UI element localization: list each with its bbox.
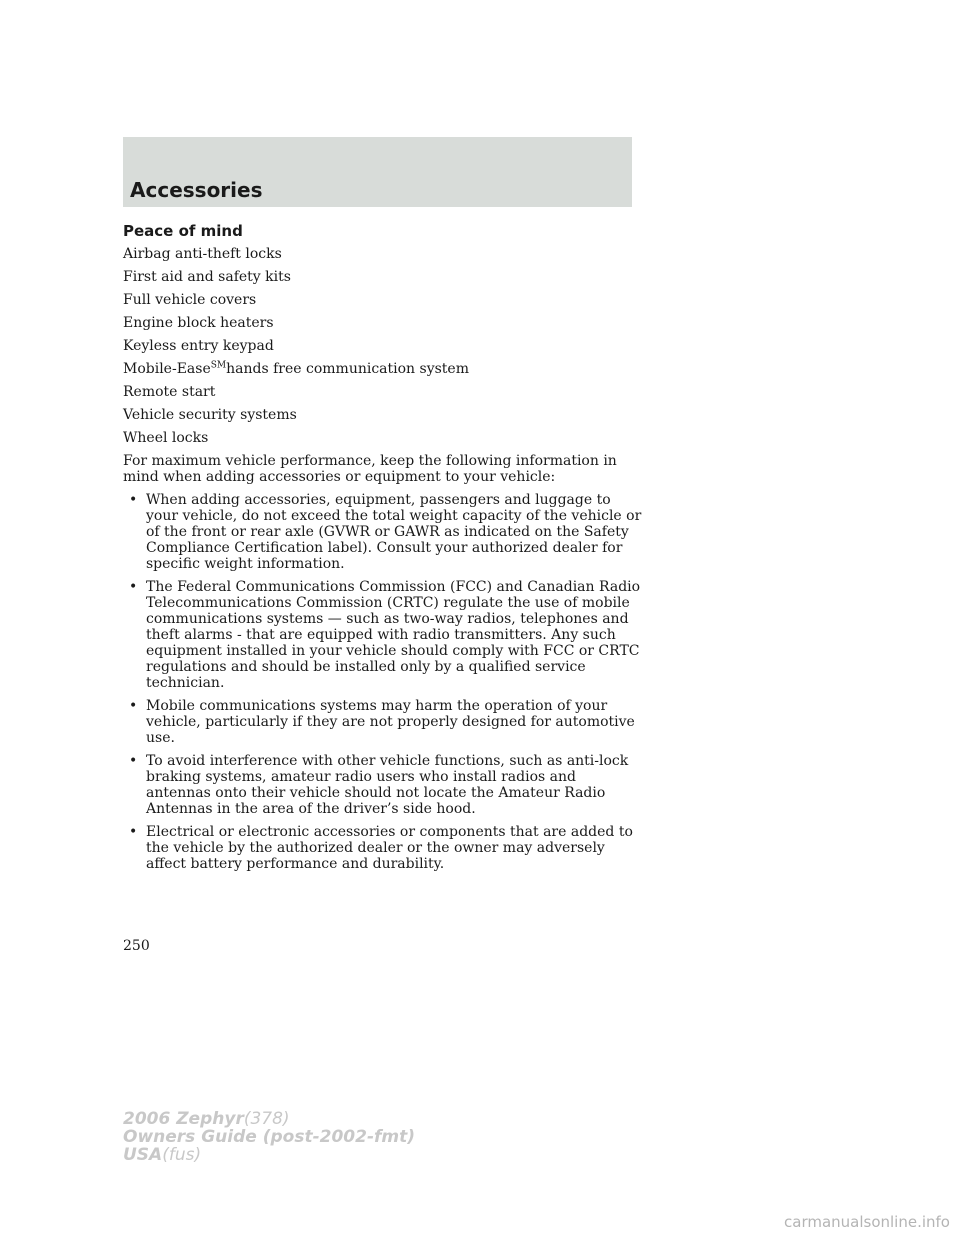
bullet-item bbox=[123, 824, 643, 872]
bullet-text: The Federal Communications Commission (FCC) and Canadian Radio Telecommunications Commission (CRTC) regulate the use of mobile communications systems — such as two-way radios, telephones and theft alarms - that are equipped with radio transmitters. Any such equipment installed in your vehicle should comply with FCC or CRTC regulations and should be installed only by a qualified service technician. bbox=[146, 579, 641, 691]
bullet-icon: • bbox=[129, 698, 138, 714]
bullet-item bbox=[123, 492, 643, 572]
list-item: Remote start bbox=[123, 384, 216, 400]
list-item: First aid and safety kits bbox=[123, 269, 291, 285]
list-item: Keyless entry keypad bbox=[123, 338, 274, 354]
service-mark: SM bbox=[210, 360, 227, 371]
list-item: Vehicle security systems bbox=[123, 407, 297, 423]
bullet-text: Mobile communications systems may harm the operation of your vehicle, particularly if they are not properly designed for automotive use. bbox=[146, 698, 635, 746]
section-title: Accessories bbox=[130, 178, 263, 202]
bullet-icon: • bbox=[129, 579, 138, 595]
footer-model: 2006 Zephyr bbox=[123, 1109, 244, 1129]
subheading: Peace of mind bbox=[123, 222, 243, 240]
bullet-text: When adding accessories, equipment, passengers and luggage to your vehicle, do not exceed the total weight capacity of the vehicle or of the front or rear axle (GVWR or GAWR as indicated on the Safety Compliance Certification label). Consult your authorized dealer for specific weight information. bbox=[146, 492, 642, 572]
list-item: Airbag anti-theft locks bbox=[123, 246, 282, 262]
bullet-text: To avoid interference with other vehicle functions, such as anti-lock braking systems, amateur radio users who install radios and antennas onto their vehicle should not locate the Amateur Radio Antennas in the area of the driver’s side hood. bbox=[146, 753, 629, 817]
bullet-item bbox=[123, 579, 643, 691]
document-footer bbox=[123, 1110, 415, 1164]
list-item: Engine block heaters bbox=[123, 315, 274, 331]
bullet-list bbox=[123, 492, 643, 872]
bullet-item bbox=[123, 753, 643, 817]
watermark-link[interactable]: carmanualsonline.info bbox=[784, 1213, 950, 1231]
bullet-icon: • bbox=[129, 753, 138, 769]
footer-line-1 bbox=[123, 1110, 415, 1128]
footer-line-2: Owners Guide (post-2002-fmt) bbox=[123, 1127, 416, 1147]
footer-model-code: (378) bbox=[243, 1109, 290, 1129]
mobile-ease-name: Mobile-Ease bbox=[123, 361, 211, 377]
bullet-text: Electrical or electronic accessories or components that are added to the vehicle by the authorized dealer or the owner may adversely affect battery performance and durability. bbox=[146, 824, 633, 872]
page-content bbox=[123, 222, 643, 879]
bullet-icon: • bbox=[129, 824, 138, 840]
list-item-mobile-ease bbox=[123, 361, 643, 377]
intro-paragraph: For maximum vehicle performance, keep the following information in mind when adding accessories or equipment to your vehicle: bbox=[123, 453, 617, 485]
footer-market: USA bbox=[123, 1145, 163, 1165]
page-number: 250 bbox=[123, 938, 150, 954]
mobile-ease-description: hands free communication system bbox=[226, 361, 469, 377]
bullet-icon: • bbox=[129, 492, 138, 508]
list-item: Wheel locks bbox=[123, 430, 209, 446]
bullet-item bbox=[123, 698, 643, 746]
list-item: Full vehicle covers bbox=[123, 292, 257, 308]
footer-line-3 bbox=[123, 1146, 415, 1164]
footer-market-code: (fus) bbox=[162, 1145, 202, 1165]
